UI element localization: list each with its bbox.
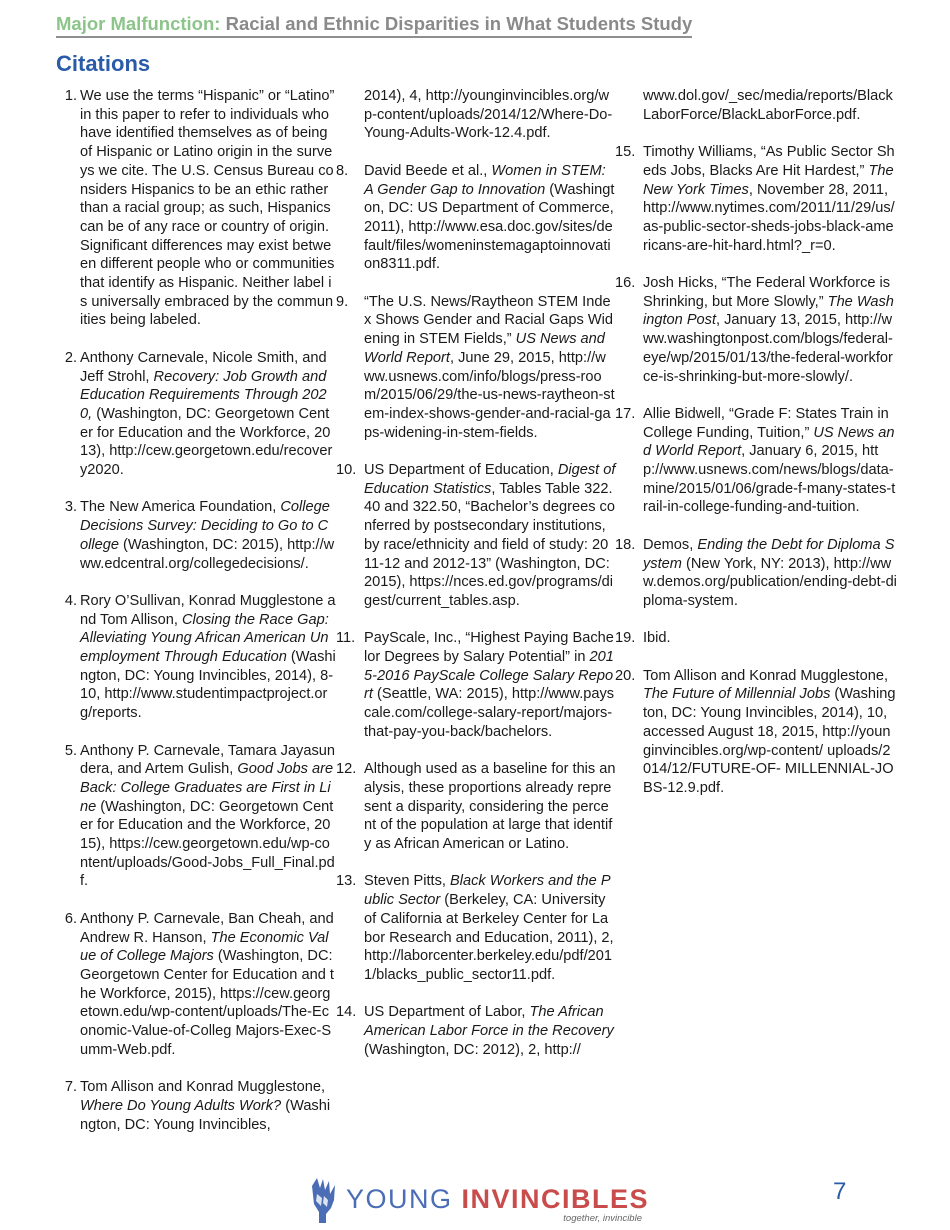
citation-title: The Future of Millennial Jobs: [643, 686, 831, 703]
citation-segment: Allie Bidwell, “Grade F: States Train in College Funding, Tuition,”: [643, 405, 889, 441]
citation-title: Ending the Debt for Diploma System: [643, 536, 895, 572]
citation-segment: (Washington, DC: Young Invincibles,: [80, 1097, 331, 1133]
citation-segment: , January 6, 2015, http://www.usnews.com/news/blogs/data-mine/2015/01/06/grade-f-many-states-trail-in-college-funding-and-tuition.: [643, 443, 896, 516]
citation-title: The Economic Value of College Majors: [80, 929, 329, 965]
citation-item: [336, 1003, 616, 1059]
citation-text: [80, 498, 336, 573]
citation-segment: (Washington, DC: 2012), 2, http://: [364, 1041, 581, 1058]
citation-number: 16.: [615, 275, 636, 291]
citation-item: [615, 274, 897, 386]
citation-text: [643, 143, 897, 255]
citation-segment: Anthony Carnevale, Nicole Smith, and Jeff Strohl,: [80, 349, 327, 385]
citation-item: [615, 667, 897, 798]
citation-item: [615, 536, 897, 611]
citation-segment: Anthony P. Carnevale, Ban Cheah, and Andrew R. Hanson,: [80, 910, 334, 946]
citation-title: Recovery: Job Growth and Education Requirements Through 2020,: [80, 368, 327, 422]
citation-title: Good Jobs are Back: College Graduates are First in Line: [80, 761, 334, 815]
citation-segment: (Washington, DC: 2015), http://www.edcentral.org/collegedecisions/.: [80, 536, 335, 572]
citation-segment: (Washington, DC: Georgetown Center for Education and the Workforce, 2013), http://cew.georgetown.edu/recovery2020.: [80, 405, 333, 479]
citation-segment: Demos,: [643, 536, 698, 553]
citation-text: [364, 1003, 616, 1059]
citation-text: [364, 293, 616, 443]
citation-segment: Timothy Williams, “As Public Sector Sheds Jobs, Blacks Are Hit Hardest,”: [643, 144, 895, 179]
citation-segment: (Washington, DC: US Department of Commerce, 2011), http://www.esa.doc.gov/sites/default/files/womeninstemagaptoinnovation8311.pdf.: [364, 181, 615, 273]
section-title: Citations: [56, 51, 151, 76]
citation-segment: (Washington, DC: Young Invincibles, 2014), 10, accessed August 18, 2015, http://younginvincibles.org/wp-content/ uploads/2014/12/FUTURE-OF- MILLENNIAL-JOBS-12.9.pdf.: [643, 686, 896, 796]
citation-segment: We use the terms “Hispanic” or “Latino” in this paper to refer to individuals who have identified themselves as of being of Hispanic or Latino origin in the surveys we cite. The U.S. Census Bureau considers Hispanics to be an ethic rather than a racial group; as such, Hispanics can be of any race or country of origin. Significant differences may exist between different people who or communities that identify as Hispanic. Neither label is universally embraced by the communities being labeled.: [80, 88, 335, 329]
citation-text: [80, 742, 336, 892]
citation-title: 2015-2016 PayScale College Salary Report: [364, 649, 614, 703]
citation-text: [643, 405, 897, 517]
citation-number: 15.: [615, 144, 636, 161]
citation-item: [56, 1078, 336, 1134]
citation-title: The African American Labor Force in the Recovery: [364, 1004, 614, 1040]
citation-item: [336, 162, 616, 274]
citation-number: 14.: [336, 1004, 357, 1021]
citation-item: [615, 87, 897, 124]
citation-segment: Rory O’Sullivan, Konrad Mugglestone and Tom Allison,: [80, 592, 336, 628]
citation-item: [336, 629, 616, 741]
citation-item: [56, 498, 336, 573]
citation-segment: US Department of Education,: [364, 462, 558, 479]
citation-item: [56, 592, 336, 723]
logo-tagline: together, invincible: [563, 1213, 642, 1224]
citation-text: [80, 910, 336, 1060]
citation-segment: Tom Allison and Konrad Mugglestone,: [643, 667, 889, 684]
citation-title: The New York Times: [643, 162, 894, 198]
citation-item: [615, 143, 897, 255]
logo-wordmark: [346, 1184, 649, 1215]
citation-number: 19.: [615, 630, 636, 647]
citation-segment: Tom Allison and Konrad Mugglestone,: [80, 1079, 326, 1096]
citation-text: [364, 629, 616, 741]
citation-segment: Josh Hicks, “The Federal Workforce is Shrinking, but More Slowly,”: [643, 275, 891, 310]
citation-segment: (Washington, DC: Georgetown Center for Education and the Workforce, 2015), https://cew.georgetown.edu/wp-content/uploads/The-Economic-Value-of-Colleg Majors-Exec-Summ-Web.pdf.: [80, 948, 334, 1058]
citation-title: Black Workers and the Public Sector: [364, 873, 611, 909]
citation-segment: (Berkeley, CA: University of California at Berkeley Center for Labor Research and Education, 2011), 2, http://laborcenter.berkeley.edu/pdf/2011/blacks_public_sector11.pdf.: [364, 892, 614, 983]
citation-number: 3.: [64, 499, 77, 516]
citation-number: 5.: [64, 742, 77, 759]
citation-number: 6.: [64, 910, 77, 927]
citation-item: [56, 742, 336, 892]
citation-segment: Ibid.: [643, 630, 671, 647]
citation-item: [615, 405, 897, 517]
citation-number: 20.: [615, 667, 636, 684]
citation-text: [364, 87, 616, 143]
citation-segment: (Washington, DC: Young Invincibles, 2014), 8-10, http://www.studentimpactproject.org/reports.: [80, 649, 336, 722]
citation-text: [643, 87, 897, 124]
citation-segment: , January 13, 2015, http://www.washingtonpost.com/blogs/federal-eye/wp/2015/01/13/the-federal-workforce-is-shrinking-but-more-slowly/.: [643, 312, 893, 385]
citation-item: [615, 629, 897, 648]
citation-segment: (Seattle, WA: 2015), http://www.payscale.com/college-salary-report/majors-that-pay-you-back/bachelors.: [364, 686, 615, 740]
citation-title: US News and World Report: [643, 424, 895, 460]
header-prefix: Major Malfunction:: [56, 13, 221, 34]
citation-number: 17.: [615, 405, 636, 422]
citation-text: [643, 667, 897, 798]
citation-segment: The New America Foundation,: [80, 499, 281, 516]
citation-text: [364, 461, 616, 611]
citation-title: Women in STEM: A Gender Gap to Innovation: [364, 162, 606, 198]
citation-column-1: [56, 87, 336, 1153]
citation-segment: (New York, NY: 2013), http://www.demos.org/publication/ending-debt-diploma-system.: [643, 555, 897, 609]
citation-text: [364, 162, 616, 274]
citation-title: Digest of Education Statistics: [364, 462, 616, 497]
citation-number: 11.: [336, 630, 356, 647]
citation-item: [336, 293, 616, 443]
citation-text: [364, 872, 616, 984]
citation-column-2: [336, 87, 616, 1078]
citation-number: 7.: [64, 1079, 77, 1096]
citation-segment: (Washington, DC: Georgetown Center for Education and the Workforce, 2015), https://cew.georgetown.edu/wp-content/uploads/Good-Jobs_Full_Final.pdf.: [80, 798, 335, 890]
citation-title: Closing the Race Gap: Alleviating Young African American Unemployment Through Education: [80, 611, 329, 666]
logo-young: YOUNG: [346, 1184, 453, 1214]
citation-segment: , November 28, 2011, http://www.nytimes.com/2011/11/29/us/as-public-sector-sheds-jobs-black-americans-are-hit-hard.html?_r=0.: [643, 181, 895, 254]
citation-text: [364, 760, 616, 854]
citation-column-3: [615, 87, 897, 816]
citation-title: Where Do Young Adults Work?: [80, 1097, 282, 1114]
citation-segment: Although used as a baseline for this analysis, these proportions already represent a disparity, considering the percent of the population at large that identify as African American or Latino.: [364, 761, 616, 853]
raised-hands-icon: [308, 1176, 342, 1224]
citation-number: [615, 87, 643, 124]
citation-item: [56, 910, 336, 1060]
citation-item: [336, 87, 616, 143]
header-title: Racial and Ethnic Disparities in What Students Study: [225, 13, 693, 34]
citation-item: [56, 87, 336, 330]
young-invincibles-logo: [308, 1176, 648, 1226]
citation-segment: Anthony P. Carnevale, Tamara Jayasundera, and Artem Gulish,: [80, 742, 336, 778]
citation-number: 12.: [336, 761, 357, 778]
citation-item: [336, 461, 616, 611]
citation-title: The Washington Post: [643, 293, 894, 329]
citation-text: [643, 629, 897, 648]
citation-text: [80, 1078, 336, 1134]
page-number: 7: [833, 1178, 847, 1205]
citation-title: College Decisions Survey: Deciding to Go to College: [80, 499, 330, 553]
citation-item: [336, 872, 616, 984]
citation-title: US News and World Report: [364, 331, 605, 366]
citation-segment: , Tables Table 322.40 and 322.50, “Bachelor’s degrees conferred by postsecondary institutions, by race/ethnicity and field of study: 2011-12 and 2012-13” (Washington, DC: 2015), https://nces.ed.gov/programs/digest/current_tables.asp.: [364, 480, 615, 609]
citation-segment: PayScale, Inc., “Highest Paying Bachelor Degrees by Salary Potential” in: [364, 630, 614, 666]
citation-text: [643, 536, 897, 611]
logo-invincibles: INVINCIBLES: [461, 1184, 650, 1214]
citation-segment: “The U.S. News/Raytheon STEM Index Shows Gender and Racial Gaps Widening in STEM Fields,”: [364, 293, 614, 348]
citation-number: 4.: [64, 592, 77, 609]
citation-text: [80, 349, 336, 480]
citation-number: 10.: [336, 462, 357, 479]
citation-number: 18.: [615, 536, 636, 553]
citation-segment: , June 29, 2015, http://www.usnews.com/info/blogs/press-room/2015/06/29/the-us-news-raytheon-stem-index-shows-gender-and-racial-gaps-widening-in-stem-fields.: [364, 349, 615, 441]
citation-text: [80, 592, 336, 723]
citation-number: [336, 87, 364, 143]
citation-text: [643, 274, 897, 386]
citation-text: [80, 87, 336, 330]
citation-segment: Steven Pitts,: [364, 873, 450, 890]
citation-item: [56, 349, 336, 480]
citation-number: 8.: [336, 162, 349, 179]
citation-segment: www.dol.gov/_sec/media/reports/BlackLaborForce/BlackLaborForce.pdf.: [643, 88, 893, 123]
citation-segment: 2014), 4, http://younginvincibles.org/wp-content/uploads/2014/12/Where-Do-Young-Adults-Work-12.4.pdf.: [364, 88, 613, 142]
citation-segment: US Department of Labor,: [364, 1004, 530, 1021]
running-header: [56, 13, 692, 38]
citation-number: 13.: [336, 873, 357, 890]
citation-number: 1.: [64, 88, 77, 104]
citation-item: [336, 760, 616, 854]
citation-number: 2.: [64, 349, 77, 366]
citation-segment: David Beede et al.,: [364, 162, 492, 179]
citation-number: 9.: [336, 293, 349, 310]
